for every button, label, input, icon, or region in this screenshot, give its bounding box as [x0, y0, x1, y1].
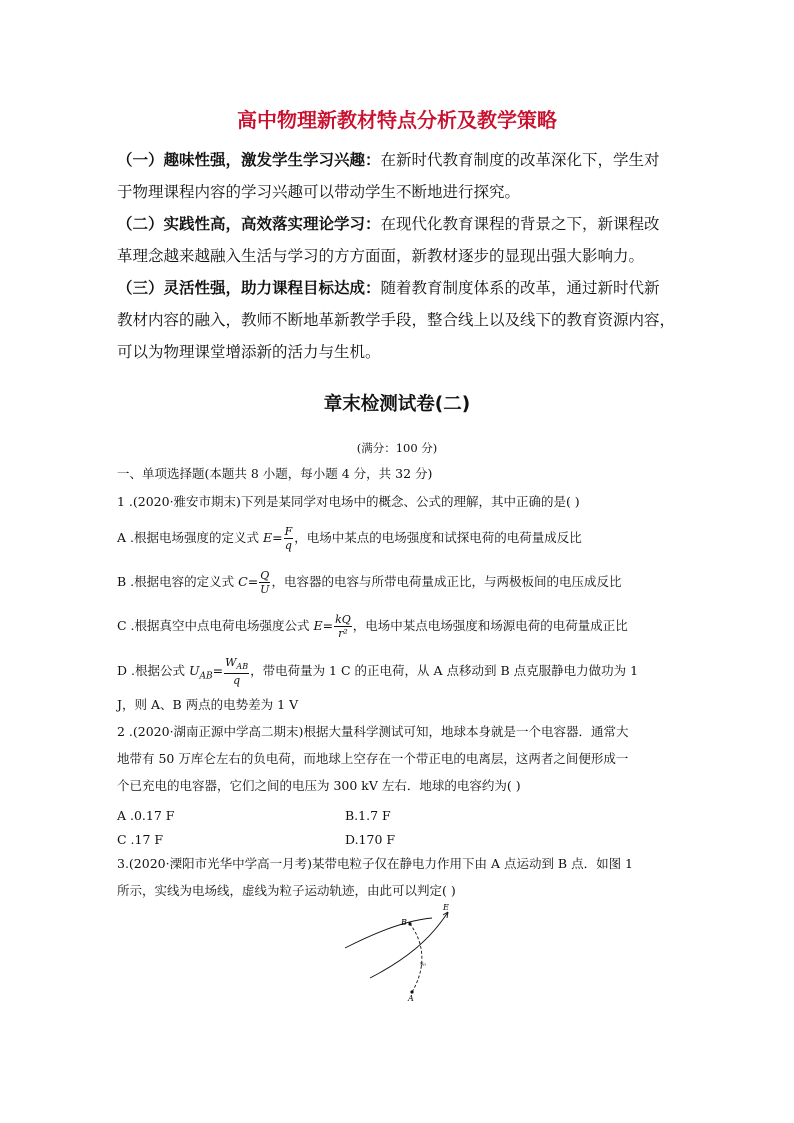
q1-d-fraction: [224, 656, 249, 687]
q1-d-num: W: [225, 656, 237, 669]
intro-text-2b: 革理念越来越融入生活与学习的方方面面，新教材逐步的显现出强大影响力。: [117, 247, 645, 265]
label-v0: v₀: [420, 961, 426, 968]
intro-lead-3: （三）灵活性强，助力课程目标达成：: [117, 278, 381, 297]
q3-line-1: 3.(2020·溧阳市光华中学高一月考)某带电粒子仅在静电力作用下由 A 点运动到 B 点．如图 1: [117, 856, 633, 871]
q1-option-d: D .根据公式 $U_{AB}=$ $\frac{W_{AB}}{q}$ ，带电荷量为 1 C 的正电荷，从 A 点移动到 B 点克服静电力做功为 1 J，则 A、B 两点的电势差为 1 V: [117, 656, 682, 718]
intro-lead-2: （二）实践性高，高效落实理论学习：: [117, 214, 381, 233]
intro-text-3c: 可以为物理课堂增添新的活力与生机。: [117, 343, 381, 361]
intro-paragraph-3: [117, 272, 677, 368]
intro-text-1b: 于物理课程内容的学习兴趣可以带动学生不断地进行探究。: [117, 183, 521, 201]
q1-a-num: F: [284, 525, 293, 538]
q2-options: [117, 802, 682, 850]
section-heading: [117, 460, 682, 487]
q1-c-den: r²: [338, 627, 348, 640]
q1-stem: 1 .(2020·雅安市期末)下列是某同学对电场中的概念、公式的理解，其中正确的是( ): [117, 494, 580, 509]
q1-c-var: E: [313, 618, 323, 633]
q1-d-var: U: [188, 663, 200, 679]
q1-option-a: A .根据电场强度的定义式 E= $\frac{F}{q}$ ，电场中某点的电场强度和试探电荷的电荷量成反比: [117, 525, 582, 552]
q1-d-den: q: [233, 674, 241, 688]
question-2: [117, 718, 682, 799]
intro-paragraph-2: [117, 208, 677, 272]
q1-a-den: q: [284, 539, 292, 552]
question-3: [117, 850, 682, 904]
q1-b-post: ，电容器的电容与所带电荷量成正比，与两极板间的电压成反比: [271, 574, 622, 589]
particle-trajectory: [410, 924, 422, 992]
q2-line-3: 个已充电的电容器，它们之间的电压为 300 kV 左右．地球的电容约为( ): [117, 778, 521, 793]
q1-c-post: ，电场中某点电场强度和场源电荷的电荷量成正比: [352, 618, 628, 633]
intro-text-3b: 教材内容的融入，教师不断地革新教学手段，整合线上以及线下的教育资源内容，: [117, 311, 676, 329]
intro-lead-1: （一）趣味性强，激发学生学习兴趣：: [117, 150, 381, 169]
q2-option-a: A .0.17 F: [117, 808, 175, 823]
q1-c-num: kQ: [335, 613, 351, 626]
q1-b-var: C: [238, 574, 248, 589]
test-title: 章末检测试卷(二): [323, 394, 471, 415]
q1-option-b: B .根据电容的定义式 C= $\frac{Q}{U}$ ，电容器的电容与所带电荷量成正比，与两极板间的电压成反比: [117, 569, 622, 596]
q1-d-post: ，带电荷量为 1 C 的正电荷，从 A 点移动到 B 点克服静电力做功为 1: [250, 663, 639, 679]
q2-line-1: 2 .(2020·湖南正源中学高二期末)根据大量科学测试可知，地球本身就是一个电容器．通常大: [117, 724, 629, 739]
q1-b-den: U: [260, 583, 270, 596]
point-b-dot: [408, 922, 411, 925]
question-1: [117, 488, 682, 515]
intro-text-2a: 在现代化教育课程的背景之下，新课程改: [380, 215, 660, 233]
q2-line-2: 地带有 50 万库仑左右的负电荷，而地球上空存在一个带正电的电离层，这两者之间便形成一: [117, 751, 629, 766]
q1-d-numsub: AB: [236, 662, 249, 672]
q1-c-fraction: [334, 613, 352, 640]
q1-b-pre: B .根据电容的定义式: [117, 574, 239, 589]
q2-option-b: B.1.7 F: [345, 808, 391, 823]
q1-option-c: C .根据真空中点电荷电场强度公式 E= $\frac{kQ}{\text{r²}}$ ，电场中某点电场强度和场源电荷的电荷量成正比: [117, 613, 628, 640]
section-text: 一、单项选择题(本题共 8 小题，每小题 4 分，共 32 分): [117, 466, 433, 481]
q3-line-2: 所示，实线为电场线，虚线为粒子运动轨迹，由此可以判定( ): [117, 883, 456, 898]
intro-text-1a: 在新时代教育制度的改革深化下，学生对: [380, 151, 660, 169]
field-line-upper: [345, 918, 432, 948]
q1-d-line2: J，则 A、B 两点的电势差为 1 V: [117, 696, 299, 712]
label-e: E: [443, 903, 449, 912]
q1-a-fraction: [284, 525, 294, 552]
q1-a-var: E: [262, 530, 273, 545]
q2-option-c: C .17 F: [117, 832, 164, 847]
q1-d-sub: AB: [199, 671, 213, 682]
label-b: B: [401, 918, 407, 927]
intro-text-3a: 随着教育制度体系的改革，通过新时代新: [380, 279, 660, 297]
q1-a-post: ，电场中某点的电场强度和试探电荷的电荷量成反比: [294, 530, 582, 545]
q1-c-pre: C .根据真空中点电荷电场强度公式: [117, 618, 314, 633]
q1-d-pre: D .根据公式: [117, 663, 189, 679]
intro-paragraph-1: [117, 144, 677, 208]
q1-b-fraction: [259, 569, 270, 596]
q1-b-num: Q: [260, 569, 270, 582]
score-note: (满分：100 分): [356, 441, 438, 455]
label-a: A: [408, 994, 414, 1002]
q2-option-d: D.170 F: [345, 832, 396, 847]
q1-a-pre: A .根据电场强度的定义式: [117, 530, 263, 545]
field-line-figure: [340, 900, 480, 1002]
page-title: 高中物理新教材特点分析及教学策略: [237, 108, 557, 132]
